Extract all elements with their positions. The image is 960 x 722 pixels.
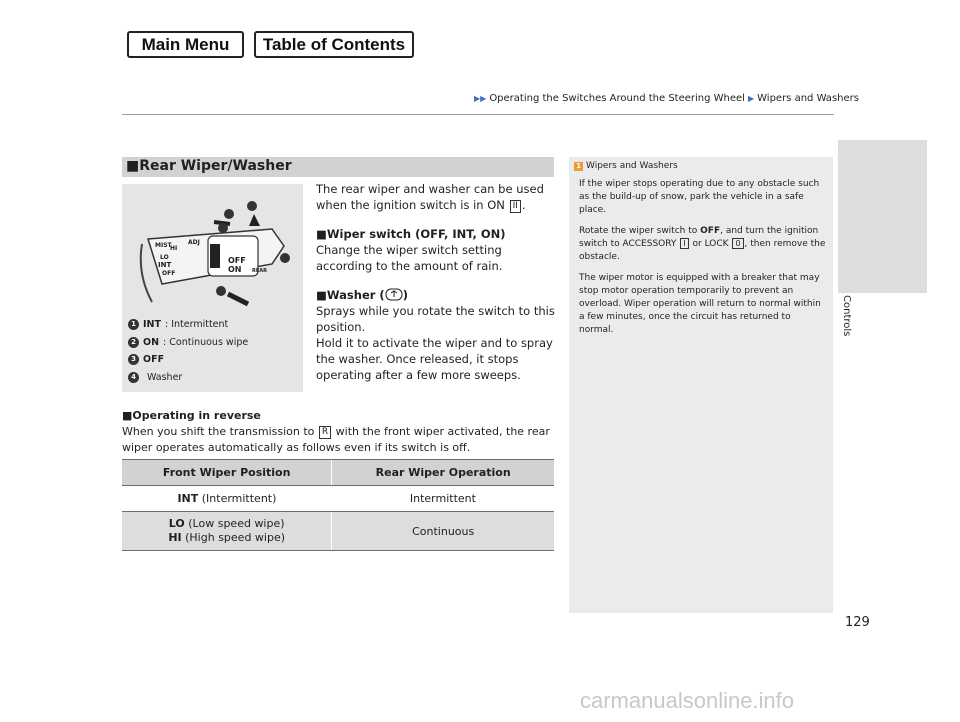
chapter-tab-label: Controls	[841, 295, 852, 337]
reverse-section	[122, 408, 556, 456]
breadcrumb-arrow-icon: ▶	[747, 94, 755, 103]
callout-item: 2 ON : Continuous wipe	[128, 334, 248, 352]
wiper-switch-diagram	[122, 184, 303, 392]
callout-item: 1 INT : Intermittent	[128, 316, 248, 334]
section-title: ■Rear Wiper/Washer	[126, 158, 292, 174]
table-of-contents-button[interactable]: Table of Contents	[254, 31, 414, 58]
table-cell: Continuous	[332, 512, 554, 551]
accessory-key-symbol: I	[680, 238, 688, 249]
watermark: carmanualsonline.info	[580, 688, 795, 713]
body-text	[316, 181, 556, 383]
rear-washer-icon	[385, 288, 403, 301]
note-bookmark-icon: 1	[574, 162, 583, 171]
reverse-gear-symbol: R	[319, 426, 331, 439]
note-paragraph: If the wiper stops operating due to any obstacle such as the build-up of snow, park the vehicle in a safe place.	[579, 179, 820, 215]
callout-item: 3 OFF	[128, 351, 248, 369]
note-body	[579, 178, 827, 345]
note-paragraph: The wiper motor is equipped with a breaker that may stop motor operation temporarily to prevent an overload. Wiper operation will return to normal within a few minutes, once the circuit has returned to normal.	[579, 273, 821, 335]
callout-item: 4 Washer	[128, 369, 248, 387]
callout-list	[128, 316, 248, 386]
intro-paragraph: The rear wiper and washer can be used when the ignition switch is in ON II .	[316, 182, 544, 212]
note-heading: 1 Wipers and Washers	[574, 161, 678, 171]
callout-number: 2	[128, 337, 139, 348]
table-cell: INT (Intermittent)	[122, 486, 332, 512]
callout-number: 3	[128, 354, 139, 365]
callout-number: 1	[128, 319, 139, 330]
main-menu-button[interactable]: Main Menu	[127, 31, 244, 58]
table-cell: LO (Low speed wipe) HI (High speed wipe)	[122, 512, 332, 551]
reverse-paragraph: When you shift the transmission to R with the front wiper activated, the rear wiper operates automatically as follows even if its switch is off.	[122, 425, 550, 454]
switch-label-hi: HI	[170, 245, 178, 252]
wiper-switch-heading: ■Wiper switch (OFF, INT, ON)	[316, 227, 506, 241]
breadcrumb	[474, 93, 859, 104]
switch-label-front-off: OFF	[162, 270, 176, 277]
washer-heading: ■Washer ( )	[316, 288, 408, 302]
switch-label-on: ON	[228, 265, 242, 274]
washer-paragraph-1: Sprays while you rotate the switch to this position.	[316, 304, 555, 334]
header-divider	[122, 114, 834, 115]
switch-label-lo: LO	[160, 254, 169, 261]
callout-number: 4	[128, 372, 139, 383]
reverse-heading: ■Operating in reverse	[122, 409, 261, 422]
table-header: Rear Wiper Operation	[332, 460, 554, 486]
chapter-tab[interactable]	[838, 140, 927, 293]
wiper-switch-illustration	[122, 184, 303, 314]
wiper-switch-paragraph: Change the wiper switch setting according to the amount of rain.	[316, 243, 503, 273]
table-row	[122, 486, 554, 512]
table-cell: Intermittent	[332, 486, 554, 512]
table-header: Front Wiper Position	[122, 460, 332, 486]
table-row	[122, 512, 554, 551]
lock-key-symbol: 0	[732, 238, 743, 249]
ignition-key-symbol: II	[510, 200, 521, 213]
switch-label-mist: MIST	[155, 242, 172, 249]
wiper-operation-table	[122, 459, 554, 551]
washer-paragraph-2: Hold it to activate the wiper and to spray the washer. Once released, it stops operating after a few more sweeps.	[316, 336, 553, 382]
switch-label-rear: REAR	[252, 268, 267, 274]
breadcrumb-arrow-icon: ▶▶	[474, 94, 487, 103]
note-paragraph: Rotate the wiper switch to OFF, and turn the ignition switch to ACCESSORY I or LOCK 0 , then remove the obstacle.	[579, 226, 826, 262]
switch-label-adj: ADJ	[188, 239, 200, 246]
switch-label-rear-off: OFF	[228, 256, 246, 265]
switch-label-int: INT	[158, 261, 172, 269]
section-header	[122, 157, 554, 177]
breadcrumb-parent[interactable]: Operating the Switches Around the Steering Wheel	[489, 93, 745, 104]
side-note	[569, 157, 833, 613]
breadcrumb-current: Wipers and Washers	[757, 93, 859, 104]
page-number: 129	[845, 615, 870, 630]
